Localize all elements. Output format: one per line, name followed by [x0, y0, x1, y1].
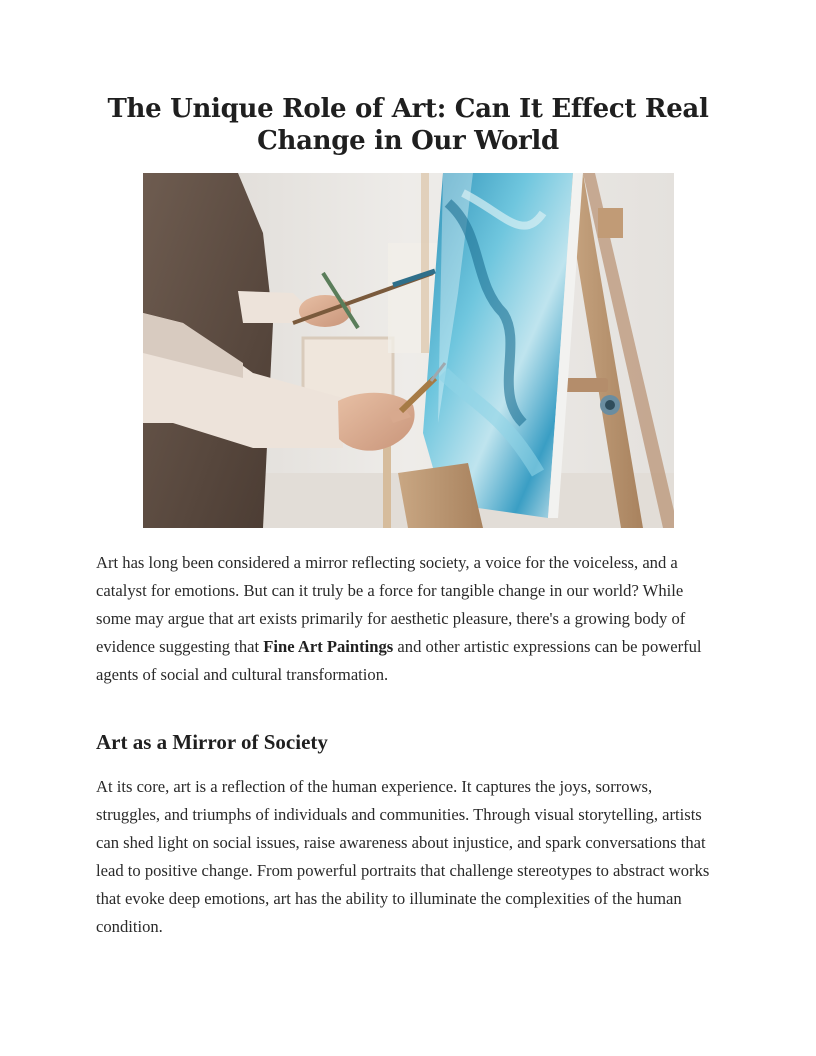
- intro-paragraph: [96, 549, 720, 689]
- section-heading: Art as a Mirror of Society: [96, 730, 328, 754]
- page-title: The Unique Role of Art: Can It Effect Real Change in Our World: [107, 94, 709, 156]
- section-paragraph: At its core, art is a reflection of the human experience. It captures the joys, sorrows, struggles, and triumphs of individuals and communities. Through visual storytelling, artists can shed light on social issues, raise awareness about injustice, and spark conversations that lead to positive change. From powerful portraits that challenge stereotypes to abstract works that evoke deep emotions, art has the ability to illuminate the complexities of the human condition.: [96, 777, 710, 936]
- artist-painting-photo: [143, 173, 674, 528]
- intro-text-before: Art has long been considered a mirror reflecting society, a voice for the voiceless, and a catalyst for emotions. But can it truly be a force for tangible change in our world? While some may argue that art exists primarily for aesthetic pleasure, there's a growing body of evidence suggesting that: [96, 553, 686, 656]
- fine-art-paintings-bold: Fine Art Paintings: [263, 637, 394, 656]
- hero-image: [143, 173, 674, 528]
- intro-text-after: and other artistic expressions can be powerful agents of social and cultural transformation.: [96, 637, 702, 684]
